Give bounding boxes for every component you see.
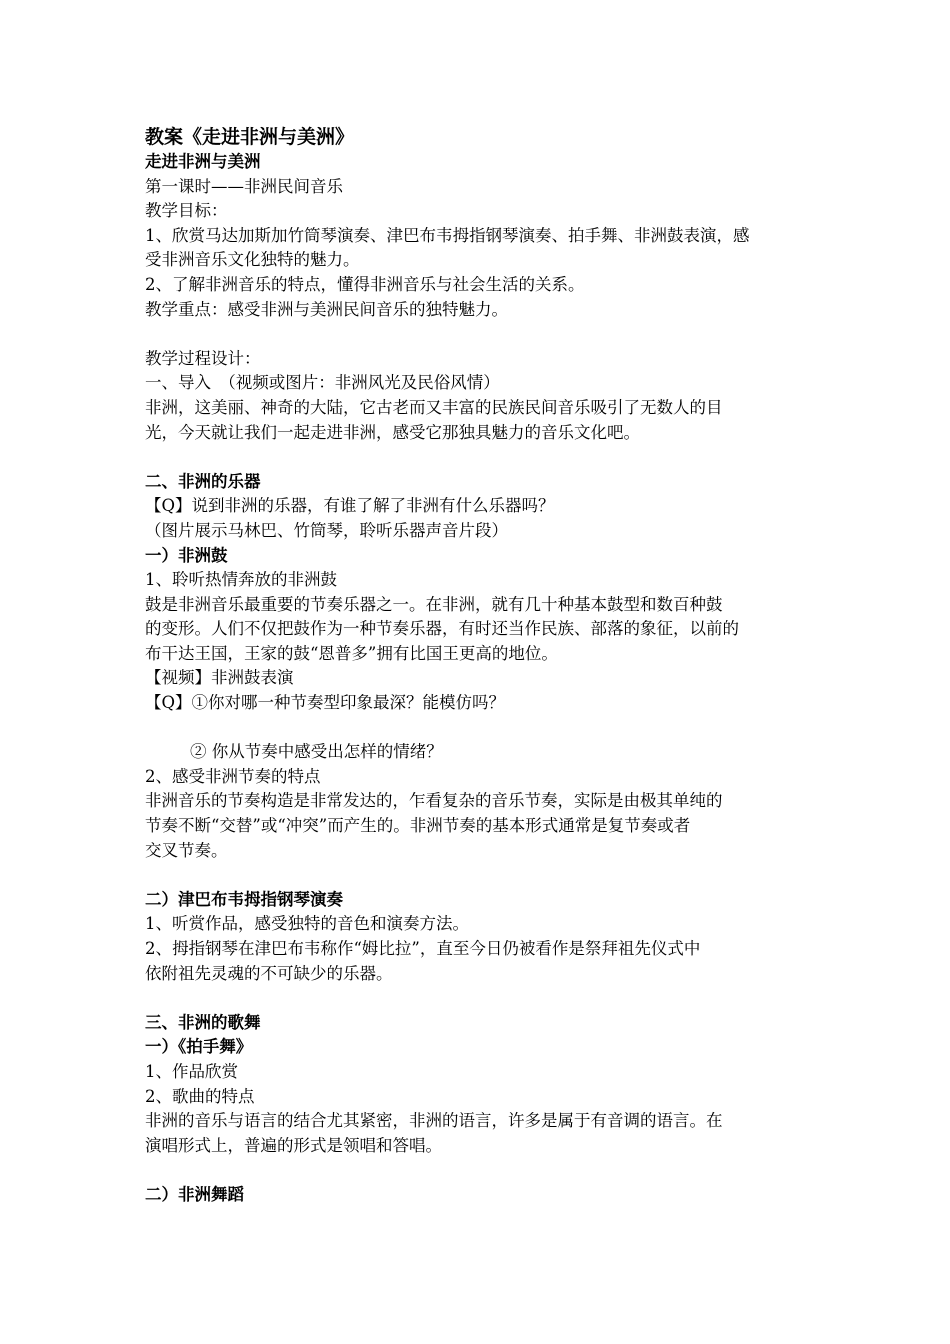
- clap-paragraph-line-2: 演唱形式上，普遍的形式是领唱和答唱。: [145, 1135, 442, 1155]
- blank-line: [145, 863, 810, 888]
- section-song-dance-heading: 三、非洲的歌舞: [145, 1012, 261, 1032]
- drum-heading: 一）非洲鼓: [145, 545, 228, 565]
- rhythm-paragraph-line-1: 非洲音乐的节奏构造是非常发达的，乍看复杂的音乐节奏，实际是由极其单纯的: [145, 791, 723, 811]
- drum-video: 【视频】非洲鼓表演: [145, 668, 294, 688]
- blank-line: [145, 445, 810, 470]
- rhythm-paragraph-line-2: 节奏不断“交替”或“冲突”而产生的。非洲节奏的基本形式通常是复节奏或者: [145, 816, 691, 836]
- clap-paragraph-line-1: 非洲的音乐与语言的结合尤其紧密，非洲的语言，许多是属于有音调的语言。在: [145, 1111, 723, 1131]
- clap-item-2: 2、歌曲的特点: [145, 1086, 255, 1106]
- document-title: 教案《走进非洲与美洲》: [145, 126, 355, 148]
- section-instruments-heading: 二、非洲的乐器: [145, 471, 261, 491]
- clap-dance-heading: 一）《拍手舞》: [145, 1037, 253, 1057]
- drum-question-2: ② 你从节奏中感受出怎样的情绪？: [190, 742, 443, 762]
- intro-paragraph-line-1: 非洲，这美丽、神奇的大陆，它古老而又丰富的民族民间音乐吸引了无数人的目: [145, 397, 723, 417]
- mbira-item-2-line-2: 依附祖先灵魂的不可缺少的乐器。: [145, 963, 393, 983]
- lesson-label: 第一课时——非洲民间音乐: [145, 176, 343, 196]
- instruments-note: （图片展示马林巴、竹筒琴，聆听乐器声音片段）: [145, 520, 508, 540]
- african-dance-heading: 二）非洲舞蹈: [145, 1184, 244, 1204]
- intro-heading: 一、导入 （视频或图片：非洲风光及民俗风情）: [145, 373, 500, 393]
- drum-item-1: 1、聆听热情奔放的非洲鼓: [145, 570, 337, 590]
- teaching-focus: 教学重点：感受非洲与美洲民间音乐的独特魅力。: [145, 299, 508, 319]
- instruments-question: 【Q】说到非洲的乐器，有谁了解了非洲有什么乐器吗？: [145, 496, 555, 516]
- drum-paragraph-line-3: 布干达王国，王家的鼓“恩普多”拥有比国王更高的地位。: [145, 643, 558, 663]
- goal-1-line-1: 1、欣赏马达加斯加竹筒琴演奏、津巴布韦拇指钢琴演奏、拍手舞、非洲鼓表演，感: [145, 225, 750, 245]
- blank-line: [145, 322, 810, 347]
- goals-label: 教学目标：: [145, 201, 228, 221]
- drum-question-1: 【Q】①你对哪一种节奏型印象最深？能模仿吗？: [145, 693, 506, 713]
- blank-line: [145, 716, 810, 741]
- mbira-item-2-line-1: 2、拇指钢琴在津巴布韦称作“姆比拉”，直至今日仍被看作是祭拜祖先仪式中: [145, 939, 701, 958]
- process-label: 教学过程设计：: [145, 348, 261, 368]
- blank-line: [145, 1158, 810, 1183]
- drum-paragraph-line-1: 鼓是非洲音乐最重要的节奏乐器之一。在非洲，就有几十种基本鼓型和数百种鼓: [145, 594, 723, 614]
- goal-2: 2、了解非洲音乐的特点，懂得非洲音乐与社会生活的关系。: [145, 274, 585, 294]
- clap-item-1: 1、作品欣赏: [145, 1061, 238, 1081]
- rhythm-paragraph-line-3: 交叉节奏。: [145, 840, 228, 860]
- document-subtitle: 走进非洲与美洲: [145, 152, 261, 171]
- mbira-heading: 二）津巴布韦拇指钢琴演奏: [145, 889, 343, 909]
- blank-line: [145, 986, 810, 1011]
- drum-item-2: 2、感受非洲节奏的特点: [145, 766, 321, 786]
- intro-paragraph-line-2: 光，今天就让我们一起走进非洲，感受它那独具魅力的音乐文化吧。: [145, 422, 640, 442]
- mbira-item-1: 1、听赏作品，感受独特的音色和演奏方法。: [145, 914, 469, 934]
- document-page: [145, 124, 810, 1208]
- drum-paragraph-line-2: 的变形。人们不仅把鼓作为一种节奏乐器，有时还当作民族、部落的象征，以前的: [145, 619, 739, 639]
- goal-1-line-2: 受非洲音乐文化独特的魅力。: [145, 250, 360, 270]
